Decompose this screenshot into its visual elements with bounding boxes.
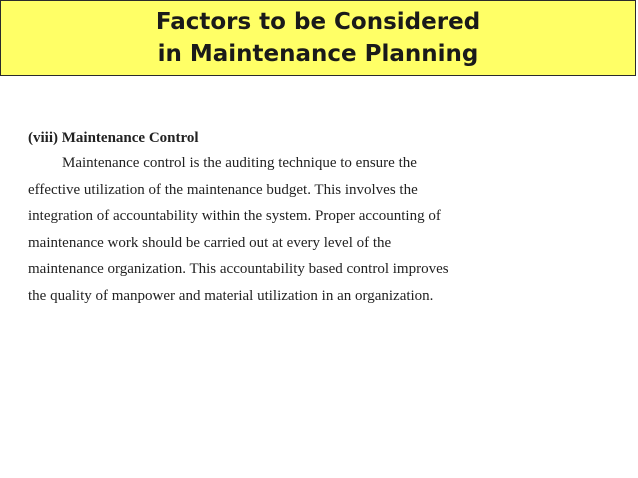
paragraph-line: Maintenance control is the auditing technique to ensure the [62,155,417,171]
scanned-text-excerpt [28,128,548,309]
paragraph-line: effective utilization of the maintenance budget. This involves the [28,181,418,198]
paragraph-line: maintenance work should be carried out at every level of the [28,234,392,251]
paragraph-line: the quality of manpower and material utilization in an organization. [28,287,434,304]
paragraph-line: integration of accountability within the system. Proper accounting of [28,208,441,224]
slide-title-line-1: Factors to be Considered [155,9,481,35]
section-heading: (viii) Maintenance Control [28,130,199,146]
paragraph-line: maintenance organization. This accountability based control improves [28,261,449,277]
title-banner [0,0,636,76]
slide-title-line-2: in Maintenance Planning [157,41,479,67]
